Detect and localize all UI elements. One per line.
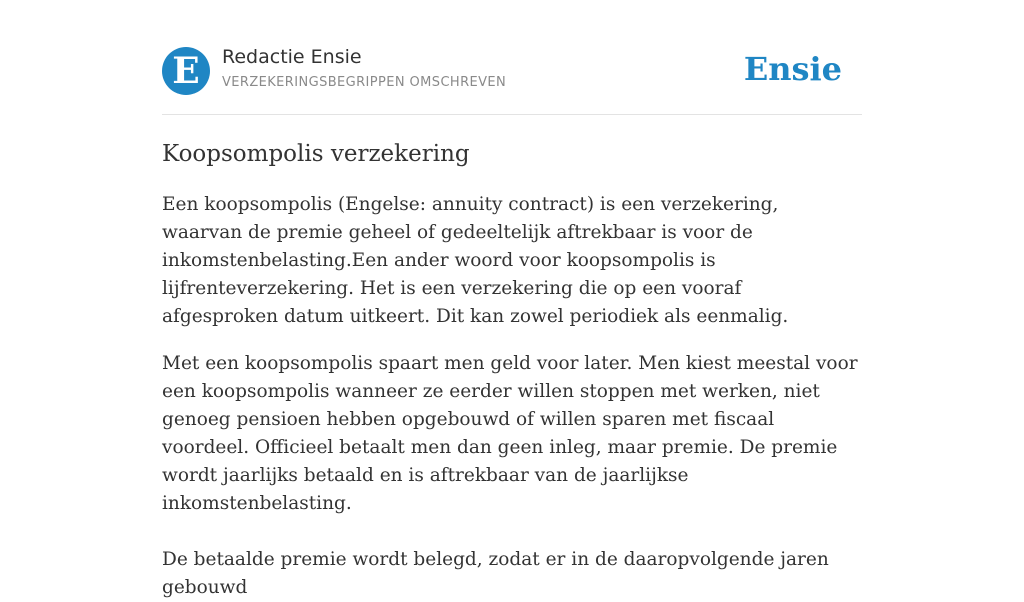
paragraph: Met een koopsompolis spaart men geld voor later. Men kiest meestal voor een koopsompolis wanneer ze eerder willen stoppen met werken, niet genoeg pensioen hebben opgebouwd of willen sparen met fiscaal voordeel. Officieel betaalt men dan geen inleg, maar premie. De premie wordt jaarlijks betaald en is aftrekbaar van de jaarlijkse inkomstenbelasting. xyxy=(162,353,858,514)
paragraph: Een koopsompolis (Engelse: annuity contract) is een verzekering, waarvan de premie geheel of gedeeltelijk aftrekbaar is voor de inkomstenbelasting.Een ander woord voor koopsompolis is lijfrenteverzekering. Het is een verzekering die op een vooraf afgesproken datum uitkeert. Dit kan zowel periodiek als eenmalig. xyxy=(162,194,789,327)
article-header xyxy=(162,0,862,115)
page-title: Koopsompolis verzekering xyxy=(162,141,470,167)
author-name[interactable]: Redactie Ensie xyxy=(222,46,362,68)
paragraph: De betaalde premie wordt belegd, zodat er in de daaropvolgende jaren gebouwd xyxy=(162,549,829,598)
brand-logo[interactable]: Ensie xyxy=(743,50,842,88)
category-subtitle[interactable]: VERZEKERINGSBEGRIPPEN OMSCHREVEN xyxy=(222,75,507,90)
ensie-logo-icon[interactable]: E xyxy=(162,47,210,95)
